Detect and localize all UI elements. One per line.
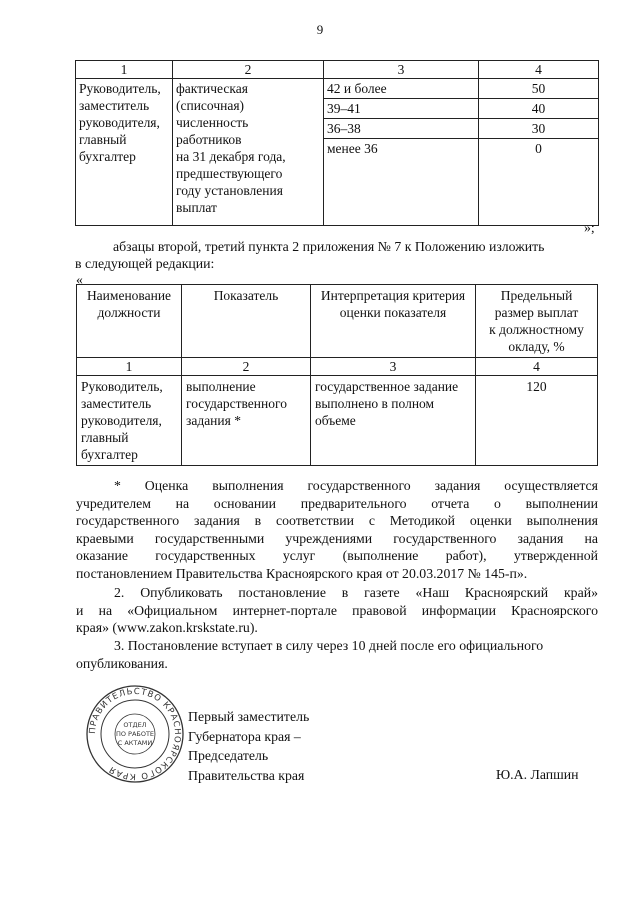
range-cell: 36–38 [324, 119, 479, 139]
table-header-row [76, 61, 599, 79]
text-line: оценки показателя [339, 305, 447, 320]
text-line: опубликования. [76, 655, 168, 671]
stamp-text: ОТДЕЛ [123, 721, 147, 729]
text-line: должности [97, 305, 161, 320]
table-header-row [77, 285, 598, 358]
indicator-cell [182, 376, 311, 466]
text-line: руководителя, [79, 115, 160, 130]
item-2 [76, 584, 598, 637]
text-line: Губернатора края – [188, 728, 301, 744]
signature-title [188, 707, 309, 785]
text-line: работников [176, 132, 242, 147]
column-number: 2 [173, 61, 324, 79]
text-line: предшествующего [176, 166, 283, 181]
text-line: Руководитель, [81, 379, 163, 394]
range-cell: 39–41 [324, 99, 479, 119]
column-number: 2 [182, 358, 311, 376]
opening-quote: « [76, 272, 83, 287]
text-line: государственного [186, 396, 287, 411]
text-line: Руководитель, [79, 81, 161, 96]
text-line: края» (www.zakon.krskstate.ru). [76, 620, 258, 635]
text-line: Показатель [213, 288, 279, 303]
text-line: Предельный [500, 288, 573, 303]
text-line: заместитель [79, 98, 150, 113]
text-line: Первый заместитель [188, 709, 310, 724]
column-number: 3 [324, 61, 479, 79]
text-line: (списочная) [176, 98, 245, 113]
text-line: размер выплат [494, 305, 579, 320]
column-number: 3 [311, 358, 476, 376]
text-line: оказание государственных услуг (выполнение работ), утвержденной [76, 548, 598, 563]
text-line: выполнено в полном [315, 396, 435, 411]
footnote [76, 477, 598, 582]
text-line: главный [79, 132, 127, 147]
value-cell: 0 [479, 139, 599, 226]
text-line: фактическая [176, 81, 248, 96]
indicator-cell [173, 79, 324, 226]
text-line: руководителя, [81, 413, 162, 428]
table-row [77, 376, 598, 466]
position-cell [77, 376, 182, 466]
text-line: заместитель [81, 396, 152, 411]
value-cell: 30 [479, 119, 599, 139]
text-line: 2. Опубликовать постановление в газете «Наш Красноярский край» [114, 585, 598, 600]
text-line: Наименование [86, 288, 172, 303]
header-cell [311, 285, 476, 358]
header-cell [77, 285, 182, 358]
text-line: 3. Постановление вступает в силу через 10 дней после его официального [114, 638, 544, 653]
range-cell: менее 36 [324, 139, 479, 226]
criterion-cell [311, 376, 476, 466]
text-line: учредителем на основании предварительного отчета о выполнении [76, 495, 598, 511]
position-cell [76, 79, 173, 226]
amendment-intro-line: в следующей редакции: [75, 256, 215, 271]
column-number: 4 [479, 61, 599, 79]
text-line: государственное задание [315, 379, 459, 394]
text-line: государственного задания в соответствии с Методикой оценки выполнения [76, 513, 598, 528]
text-line: постановлением Правительства Красноярского края от 20.03.2017 № 145-п». [76, 565, 528, 581]
text-line: выплат [176, 200, 217, 215]
value-cell: 40 [479, 99, 599, 119]
amendment-intro-line: абзацы второй, третий пункта 2 приложения № 7 к Положению изложить [113, 239, 545, 254]
page-number: 9 [316, 22, 324, 37]
text-line: главный [81, 430, 129, 445]
text-line: Интерпретация критерия [320, 288, 466, 303]
range-cell: 42 и более [324, 79, 479, 99]
text-line: к должностному [489, 322, 584, 337]
text-line: бухгалтер [79, 149, 136, 164]
text-line: задания * [186, 413, 241, 428]
value-cell: 50 [479, 79, 599, 99]
text-line: численность [176, 115, 249, 130]
column-number: 1 [77, 358, 182, 376]
header-cell [182, 285, 311, 358]
text-line: году установления [176, 183, 283, 198]
text-line: окладу, % [508, 339, 565, 354]
closing-quote: »; [584, 220, 595, 235]
official-stamp [85, 684, 185, 784]
signatory-name: Ю.А. Лапшин [496, 767, 579, 782]
criteria-table-continued [75, 60, 599, 226]
column-number: 4 [476, 358, 598, 376]
text-line: Правительства края [188, 767, 305, 783]
text-line: краевыми государственными учреждениями государственного задания на [76, 530, 598, 546]
table-number-row [77, 358, 598, 376]
text-line: выполнение [186, 379, 256, 394]
text-line: бухгалтер [81, 447, 138, 462]
text-line: * Оценка выполнения государственного задания осуществляется [114, 478, 598, 493]
item-3 [76, 637, 598, 672]
text-line: объеме [315, 413, 356, 428]
text-line: Председатель [188, 748, 269, 763]
column-number: 1 [76, 61, 173, 79]
value-cell: 120 [476, 376, 598, 466]
stamp-ring-text: ПРАВИТЕЛЬСТВО КРАСНОЯРСКОГО КРАЯ [87, 686, 183, 782]
stamp-text: ПО РАБОТЕ [115, 730, 155, 738]
criteria-table-new [76, 284, 598, 466]
text-line: и на «Официальном интернет-портале правовой информации Красноярского [76, 602, 598, 618]
header-cell [476, 285, 598, 358]
text-line: на 31 декабря года, [176, 149, 286, 164]
table-row [76, 79, 599, 99]
stamp-text: С АКТАМИ [117, 739, 153, 747]
